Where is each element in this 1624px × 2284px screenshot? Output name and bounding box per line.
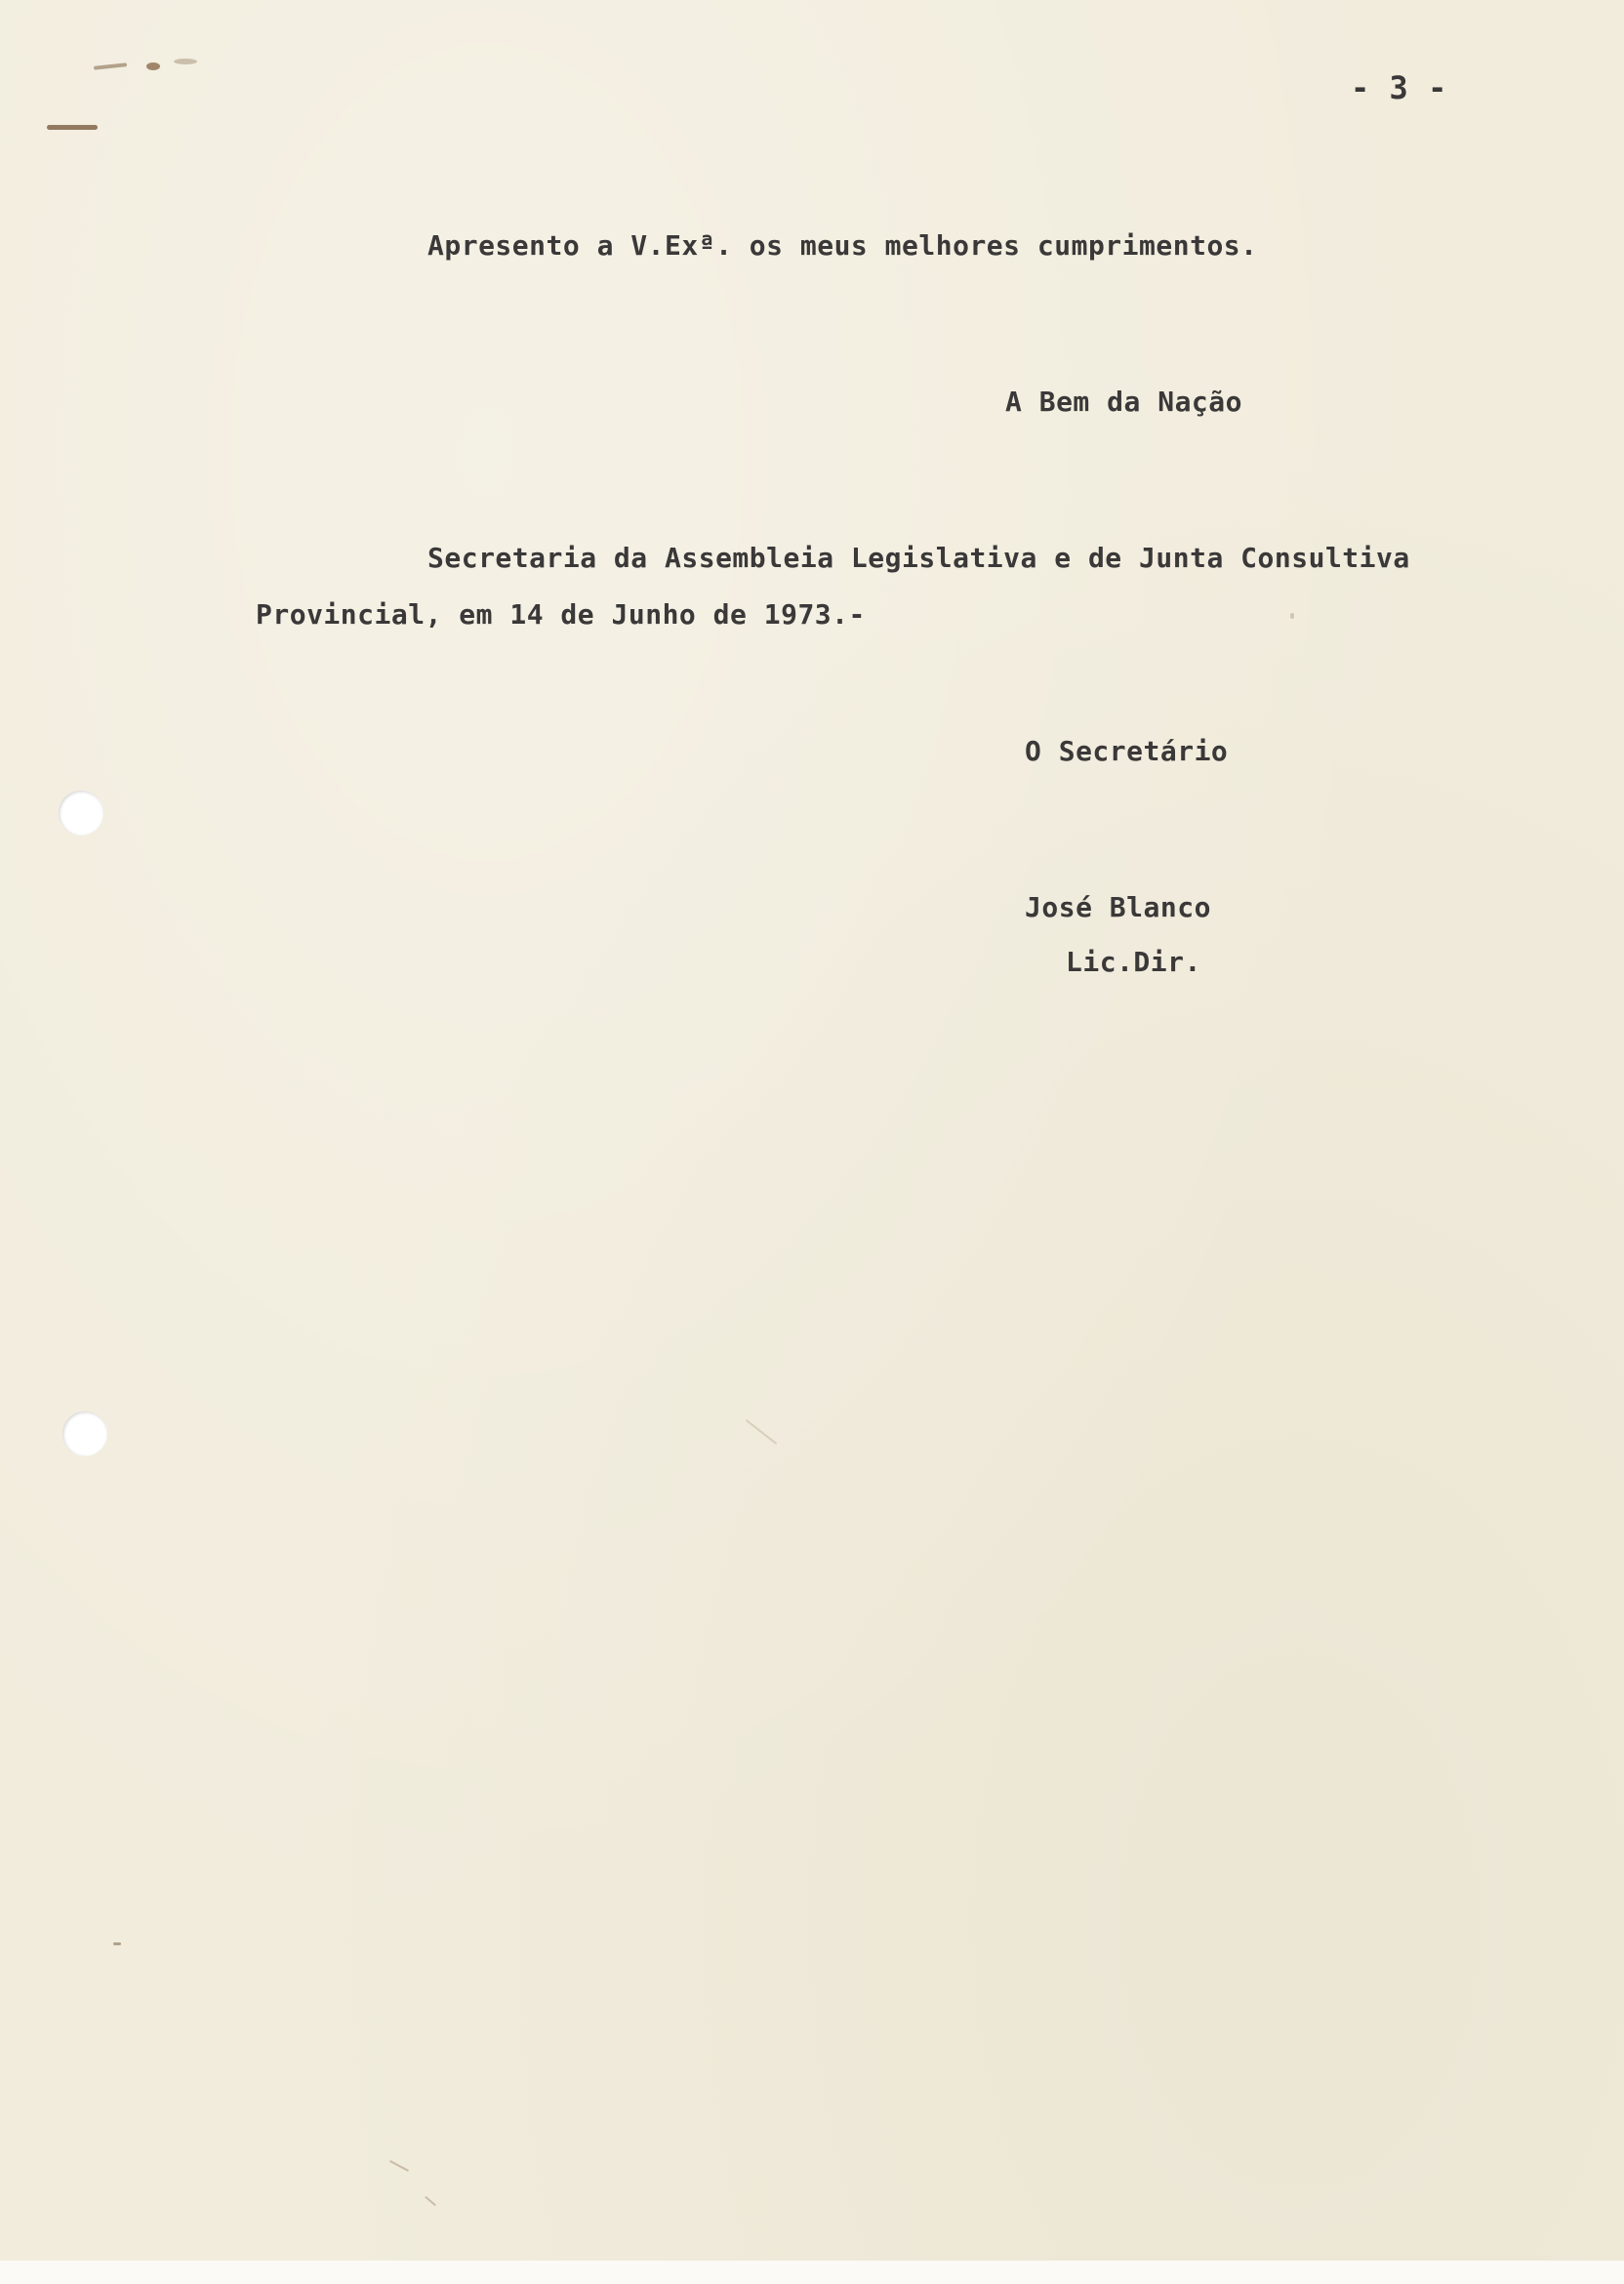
punch-hole [62, 1411, 107, 1456]
stain-mark [146, 62, 160, 70]
stain-mark [94, 62, 127, 70]
staple-mark [47, 125, 98, 130]
stain-mark [746, 1419, 778, 1445]
place-date-line-1: Secretaria da Assembleia Legislativa e de Junta Consultiva [427, 542, 1410, 574]
signatory-title: O Secretário [1025, 735, 1229, 767]
stain-mark [389, 2160, 409, 2172]
stain-mark [113, 1942, 121, 1945]
stain-mark [174, 59, 197, 64]
stain-mark [1290, 613, 1294, 619]
closing-salutation: Apresento a V.Exª. os meus melhores cumprimentos. [427, 229, 1258, 262]
page-number: - 3 - [1351, 69, 1447, 106]
place-date-line-2: Provincial, em 14 de Junho de 1973.- [256, 598, 866, 631]
punch-hole [59, 791, 103, 836]
motto: A Bem da Nação [1005, 386, 1243, 418]
signatory-name: José Blanco [1025, 891, 1211, 923]
signatory-degree: Lic.Dir. [1066, 946, 1201, 978]
stain-mark [425, 2196, 436, 2207]
scan-border [0, 2261, 1624, 2284]
